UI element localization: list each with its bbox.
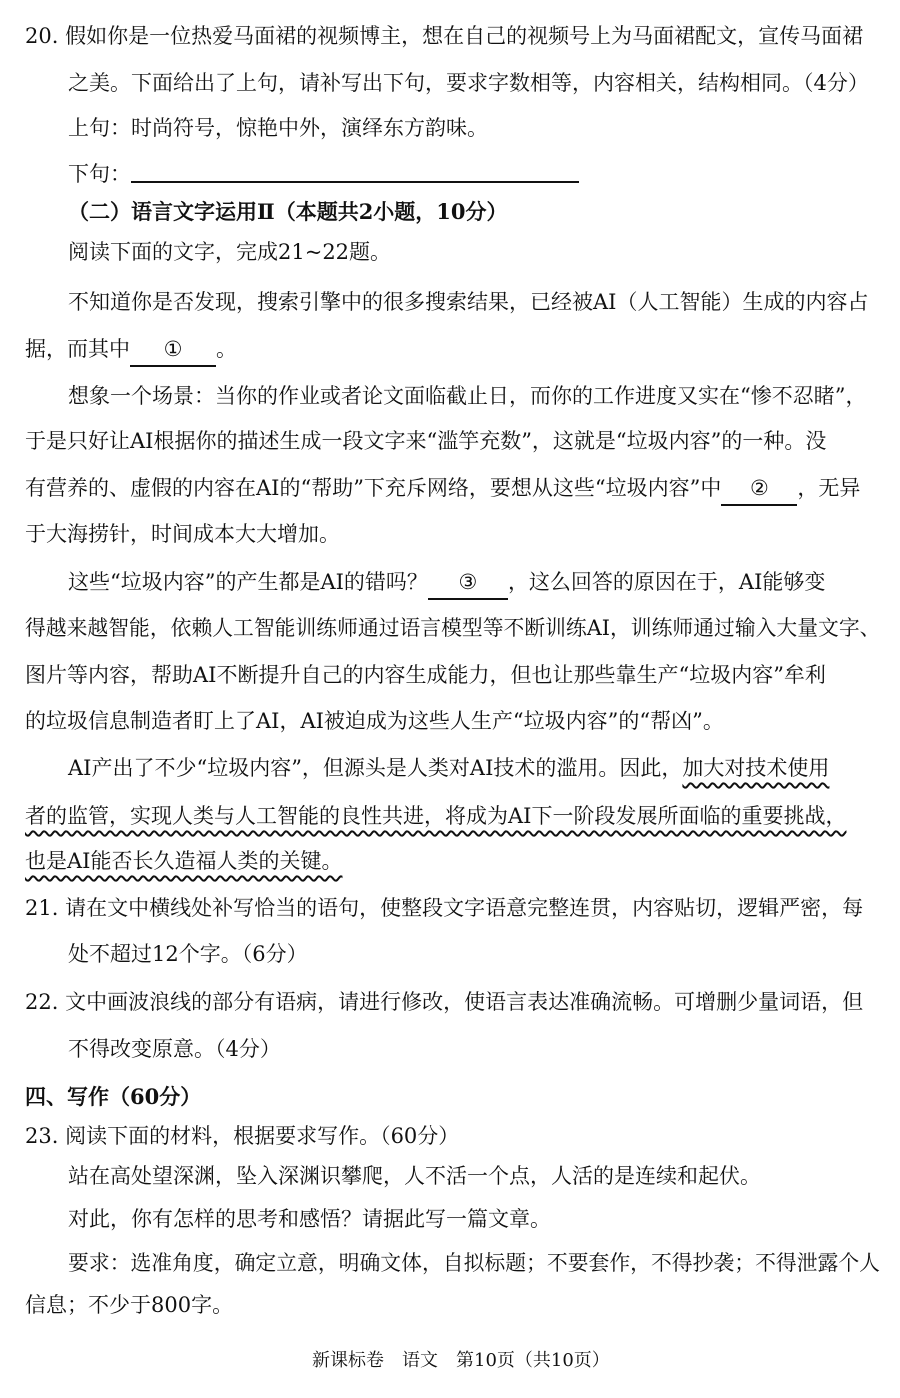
q23-line1: 23. 阅读下面的材料，根据要求写作。（60分）: [25, 1124, 460, 1148]
q23-requirements-line1: 要求：选准角度，确定立意，明确文体，自拟标题；不要套作，不得抄袭；不得泄露个人: [68, 1251, 880, 1275]
passage-p4-line1: [68, 752, 829, 784]
passage-p2-line2: 于是只好让AI根据你的描述生成一段文字来“滥竽充数”，这就是“垃圾内容”的一种。没: [25, 429, 827, 453]
passage-p2-line4: 于大海捞针，时间成本大大增加。: [25, 522, 340, 546]
answer-blank-3[interactable]: ③: [428, 566, 508, 600]
q21-line2: 处不超过12个字。（6分）: [68, 942, 308, 966]
passage-text: AI产出了不少“垃圾内容”，但源头是人类对AI技术的滥用。因此，: [68, 756, 683, 780]
section2-heading: （二）语言文字运用Ⅱ（本题共2小题，10分）: [68, 199, 508, 224]
passage-p1-line2: [25, 333, 237, 367]
wavy-underlined-text: 也是AI能否长久造福人类的关键。: [25, 849, 343, 873]
q20-upper-sentence: 上句：时尚符号，惊艳中外，演绎东方韵味。: [68, 116, 488, 140]
q20-lower-line: [68, 158, 579, 190]
q20-line1: 20. 假如你是一位热爱马面裙的视频博主，想在自己的视频号上为马面裙配文，宣传马面裙: [25, 24, 864, 48]
q23-material: 站在高处望深渊，坠入深渊识攀爬，人不活一个点，人活的是连续和起伏。: [68, 1164, 761, 1188]
section4-heading: 四、写作（60分）: [25, 1084, 202, 1109]
wavy-underlined-text: 者的监管，实现人类与人工智能的良性共进，将成为AI下一阶段发展所面临的重要挑战，: [25, 804, 847, 828]
answer-blank-q20[interactable]: [131, 159, 579, 183]
passage-p1-line1: 不知道你是否发现，搜索引擎中的很多搜索结果，已经被AI（人工智能）生成的内容占: [68, 290, 869, 314]
answer-blank-1[interactable]: ①: [130, 333, 216, 367]
passage-p3-line4: 的垃圾信息制造者盯上了AI，AI被迫成为这些人生产“垃圾内容”的“帮凶”。: [25, 709, 724, 733]
q22-line1: 22. 文中画波浪线的部分有语病，请进行修改，使语言表达准确流畅。可增删少量词语，但: [25, 990, 864, 1014]
passage-p3-line2: 得越来越智能，依赖人工智能训练师通过语言模型等不断训练AI，训练师通过输入大量文字、: [25, 616, 881, 640]
passage-p4-line3: [25, 845, 342, 877]
passage-text: 据，而其中: [25, 337, 130, 361]
q21-line1: 21. 请在文中横线处补写恰当的语句，使整段文字语意完整连贯，内容贴切，逻辑严密，每: [25, 896, 864, 920]
q23-requirements-line2: 信息；不少于800字。: [25, 1293, 234, 1317]
passage-text: 这些“垃圾内容”的产生都是AI的错吗？: [68, 570, 428, 594]
passage-text: ，这么回答的原因在于，AI能够变: [507, 570, 826, 594]
passage-p4-line2: [25, 800, 846, 832]
q20-line2: 之美。下面给出了上句，请补写出下句，要求字数相等，内容相关，结构相同。（4分）: [68, 71, 869, 95]
page-footer: 新课标卷 语文 第10页（共10页）: [312, 1350, 610, 1371]
answer-blank-2[interactable]: ②: [721, 472, 797, 506]
passage-p3-line3: 图片等内容，帮助AI不断提升自己的内容生成能力，但也让那些靠生产“垃圾内容”牟利: [25, 663, 826, 687]
passage-text: ，无异: [797, 476, 861, 500]
q20-lower-label: 下句：: [68, 162, 131, 186]
section2-intro: 阅读下面的文字，完成21~22题。: [68, 240, 392, 264]
q22-line2: 不得改变原意。（4分）: [68, 1037, 281, 1061]
q23-prompt: 对此，你有怎样的思考和感悟？请据此写一篇文章。: [68, 1207, 551, 1231]
passage-p3-line1: [68, 566, 825, 600]
passage-p2-line3: [25, 472, 860, 506]
passage-text: 有营养的、虚假的内容在AI的“帮助”下充斥网络，要想从这些“垃圾内容”中: [25, 476, 722, 500]
wavy-underlined-text: 加大对技术使用: [682, 756, 830, 780]
passage-p2-line1: 想象一个场景：当你的作业或者论文面临截止日，而你的工作进度又实在“惨不忍睹”，: [68, 384, 867, 408]
passage-text: 。: [216, 337, 237, 361]
